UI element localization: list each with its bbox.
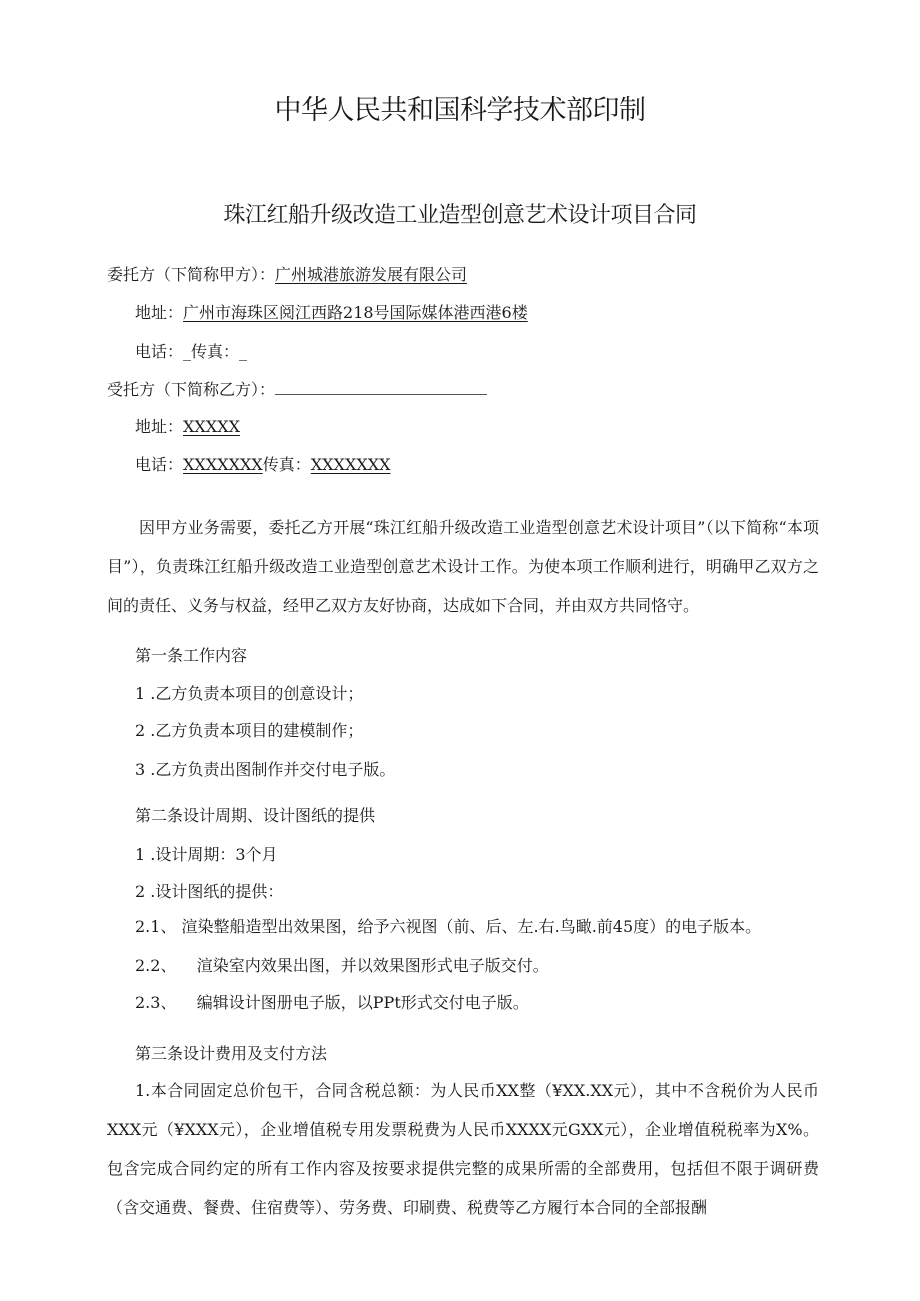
party-a-address: 广州市海珠区阅江西路218号国际媒体港西港6楼 bbox=[183, 303, 528, 322]
article2-heading: 第二条设计周期、设计图纸的提供 bbox=[135, 806, 376, 825]
article3-heading: 第三条设计费用及支付方法 bbox=[135, 1044, 328, 1063]
party-a-phone-fax: 电话：_传真：_ bbox=[135, 342, 248, 361]
article1-item: 3 .乙方负责出图制作并交付电子版。 bbox=[135, 760, 396, 779]
party-b-address-line bbox=[135, 417, 240, 437]
article2-item: 2 .设计图纸的提供： bbox=[135, 882, 284, 901]
article3-paragraph: 1.本合同固定总价包干，合同含税总额：为人民币XX整（¥XX.XX元），其中不含税价为人民币XXX元（¥XXX元），企业增值税专用发票税费为人民币XXXX元GXX元），企业增值税税率为X%。包含完成合同约定的所有工作内容及按要求提供完整的成果所需的全部费用，包括但不限于调研费（含交通费、餐费、住宿费等）、劳务费、印刷费、税费等乙方履行本合同的全部报酬 bbox=[107, 1081, 819, 1217]
article1-item: 2 .乙方负责本项目的建模制作； bbox=[135, 721, 364, 740]
party-b-phone: XXXXXXX bbox=[183, 455, 263, 474]
article2-item: 2.3、 编辑设计图册电子版，以PPt形式交付电子版。 bbox=[135, 993, 529, 1012]
party-a-address-line bbox=[135, 303, 528, 323]
party-a-name: 广州城港旅游发展有限公司 bbox=[275, 265, 468, 284]
article2-item: 2.2、 渲染室内效果出图，并以效果图形式电子版交付。 bbox=[135, 956, 549, 975]
party-b-label: 受托方（下简称乙方）： bbox=[107, 380, 276, 399]
party-b-fax-label: 传真： bbox=[262, 455, 311, 474]
party-b-address: XXXXX bbox=[183, 417, 240, 436]
party-a-address-label: 地址： bbox=[135, 303, 184, 322]
article1-item: 1 .乙方负责本项目的创意设计； bbox=[135, 684, 364, 703]
party-b-address-label: 地址： bbox=[135, 417, 184, 436]
article2-item: 1 .设计周期：3个月 bbox=[135, 845, 278, 864]
publisher-title: 中华人民共和国科学技术部印制 bbox=[274, 95, 646, 126]
party-a-line bbox=[107, 265, 467, 285]
party-b-phone-label: 电话： bbox=[135, 455, 184, 474]
article1-heading: 第一条工作内容 bbox=[135, 646, 248, 665]
article2-item: 2.1、 渲染整船造型出效果图，给予六视图（前、后、左.右.鸟瞰.前45度）的电子版本。 bbox=[135, 917, 762, 936]
party-a-label: 委托方（下简称甲方）： bbox=[107, 265, 276, 284]
party-b-fax: XXXXXXX bbox=[310, 455, 391, 474]
party-b-line bbox=[107, 380, 487, 400]
intro-paragraph: 因甲方业务需要，委托乙方开展“珠江红船升级改造工业造型创意艺术设计项目”（以下简称“本项目”），负责珠江红船升级改造工业造型创意艺术设计工作。为使本项工作顺利进行，明确甲乙双方之间的责任、义务与权益，经甲乙双方友好协商，达成如下合同，并由双方共同恪守。 bbox=[107, 518, 819, 615]
contract-title: 珠江红船升级改造工业造型创意艺术设计项目合同 bbox=[223, 203, 697, 228]
party-b-name-blank bbox=[275, 380, 487, 395]
party-b-phone-fax-line bbox=[135, 455, 391, 475]
